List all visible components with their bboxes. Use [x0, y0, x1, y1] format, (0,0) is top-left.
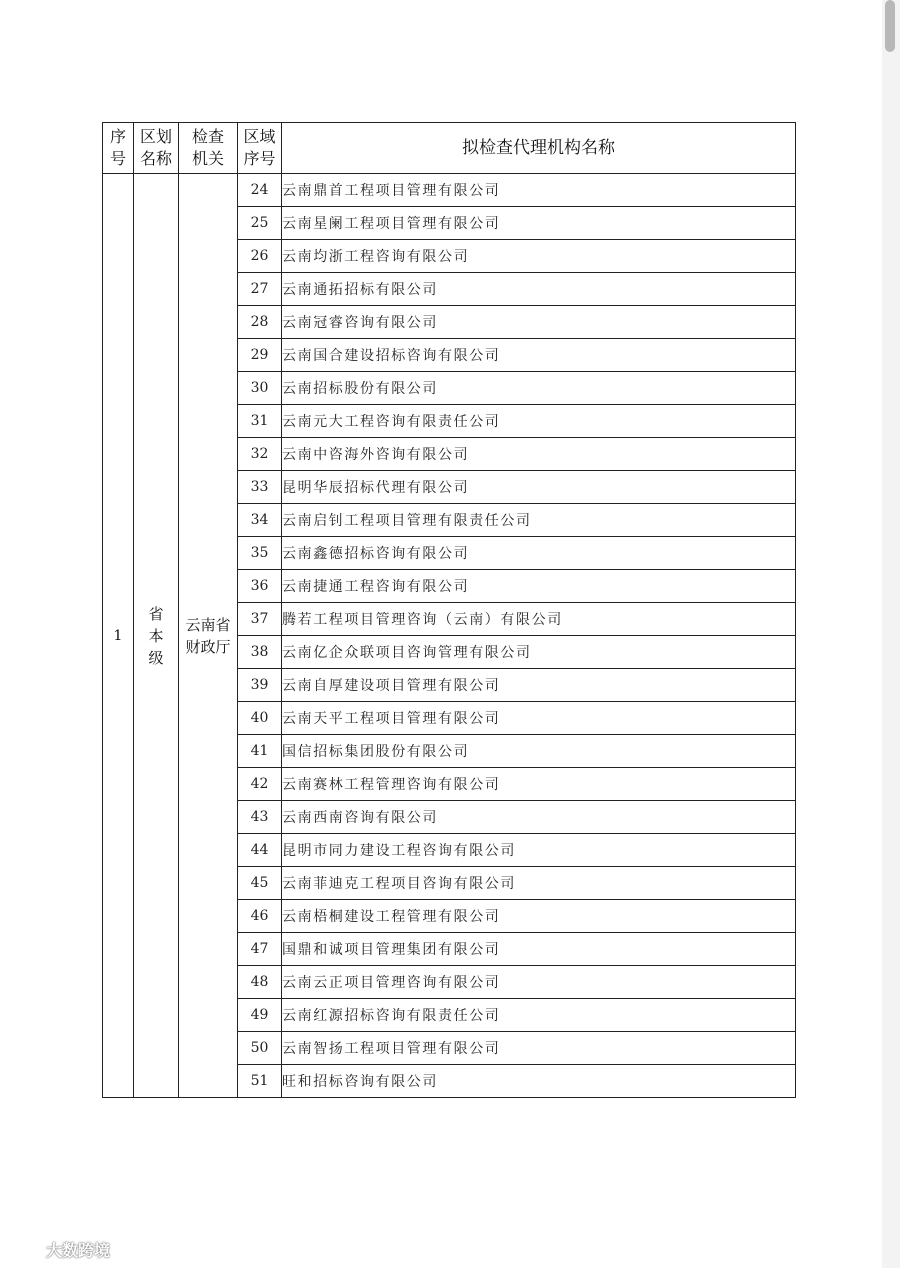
- agency-name-cell: 云南自厚建设项目管理有限公司: [282, 669, 796, 702]
- region-number-cell: 26: [238, 240, 282, 273]
- region-number-cell: 33: [238, 471, 282, 504]
- region-number-cell: 25: [238, 207, 282, 240]
- agency-name-cell: 云南国合建设招标咨询有限公司: [282, 339, 796, 372]
- agency-name-cell: 云南梧桐建设工程管理有限公司: [282, 900, 796, 933]
- region-number-cell: 47: [238, 933, 282, 966]
- region-number-cell: 24: [238, 174, 282, 207]
- agency-name-cell: 云南启钊工程项目管理有限责任公司: [282, 504, 796, 537]
- agency-name-cell: 云南赛林工程管理咨询有限公司: [282, 768, 796, 801]
- agency-inspection-table: [102, 122, 796, 1098]
- region-number-cell: 46: [238, 900, 282, 933]
- region-number-cell: 41: [238, 735, 282, 768]
- watermark-logo-icon: [10, 1240, 40, 1260]
- agency-name-cell: 旺和招标咨询有限公司: [282, 1065, 796, 1098]
- agency-name-cell: 云南鼎首工程项目管理有限公司: [282, 174, 796, 207]
- region-number-cell: 31: [238, 405, 282, 438]
- agency-name-cell: 云南云正项目管理咨询有限公司: [282, 966, 796, 999]
- region-number-cell: 50: [238, 1032, 282, 1065]
- agency-name-cell: 云南鑫德招标咨询有限公司: [282, 537, 796, 570]
- header-agency-name: 拟检查代理机构名称: [282, 123, 796, 174]
- agency-name-cell: 云南亿企众联项目咨询管理有限公司: [282, 636, 796, 669]
- agency-name-cell: 云南通拓招标有限公司: [282, 273, 796, 306]
- region-number-cell: 44: [238, 834, 282, 867]
- watermark-text: 大数跨境: [46, 1241, 111, 1260]
- table-row: [103, 174, 796, 207]
- agency-name-cell: 云南菲迪克工程项目咨询有限公司: [282, 867, 796, 900]
- group-district-cell: [134, 174, 179, 1098]
- agency-name-cell: 云南捷通工程咨询有限公司: [282, 570, 796, 603]
- region-number-cell: 51: [238, 1065, 282, 1098]
- region-number-cell: 42: [238, 768, 282, 801]
- scrollbar-thumb[interactable]: [885, 0, 895, 52]
- region-number-cell: 35: [238, 537, 282, 570]
- region-number-cell: 34: [238, 504, 282, 537]
- region-number-cell: 30: [238, 372, 282, 405]
- table-body: [103, 174, 796, 1098]
- agency-name-cell: 国鼎和诚项目管理集团有限公司: [282, 933, 796, 966]
- group-district-text: 省本级: [148, 604, 164, 667]
- region-number-cell: 36: [238, 570, 282, 603]
- group-seq-cell: 1: [103, 174, 134, 1098]
- agency-name-cell: 腾若工程项目管理咨询（云南）有限公司: [282, 603, 796, 636]
- region-number-cell: 48: [238, 966, 282, 999]
- region-number-cell: 32: [238, 438, 282, 471]
- agency-name-cell: 云南西南咨询有限公司: [282, 801, 796, 834]
- group-authority-cell: [179, 174, 238, 1098]
- region-number-cell: 37: [238, 603, 282, 636]
- region-number-cell: 27: [238, 273, 282, 306]
- agency-name-cell: 云南天平工程项目管理有限公司: [282, 702, 796, 735]
- header-seq: 序号: [103, 123, 134, 174]
- region-number-cell: 40: [238, 702, 282, 735]
- agency-name-cell: 昆明市同力建设工程咨询有限公司: [282, 834, 796, 867]
- agency-name-cell: 云南冠睿咨询有限公司: [282, 306, 796, 339]
- region-number-cell: 39: [238, 669, 282, 702]
- region-number-cell: 29: [238, 339, 282, 372]
- agency-name-cell: 云南元大工程咨询有限责任公司: [282, 405, 796, 438]
- region-number-cell: 38: [238, 636, 282, 669]
- agency-name-cell: 云南星阑工程项目管理有限公司: [282, 207, 796, 240]
- agency-name-cell: 国信招标集团股份有限公司: [282, 735, 796, 768]
- header-authority: 检查机关: [179, 123, 238, 174]
- agency-name-cell: 云南招标股份有限公司: [282, 372, 796, 405]
- group-authority-text: 云南省财政厅: [185, 615, 231, 656]
- header-district: 区划名称: [134, 123, 179, 174]
- header-region-no: 区域序号: [238, 123, 282, 174]
- agency-name-cell: 云南中咨海外咨询有限公司: [282, 438, 796, 471]
- watermark: [10, 1238, 110, 1261]
- region-number-cell: 28: [238, 306, 282, 339]
- agency-name-cell: 云南均浙工程咨询有限公司: [282, 240, 796, 273]
- agency-name-cell: 昆明华辰招标代理有限公司: [282, 471, 796, 504]
- region-number-cell: 49: [238, 999, 282, 1032]
- agency-name-cell: 云南智扬工程项目管理有限公司: [282, 1032, 796, 1065]
- region-number-cell: 45: [238, 867, 282, 900]
- table-header-row: [103, 123, 796, 174]
- region-number-cell: 43: [238, 801, 282, 834]
- agency-name-cell: 云南红源招标咨询有限责任公司: [282, 999, 796, 1032]
